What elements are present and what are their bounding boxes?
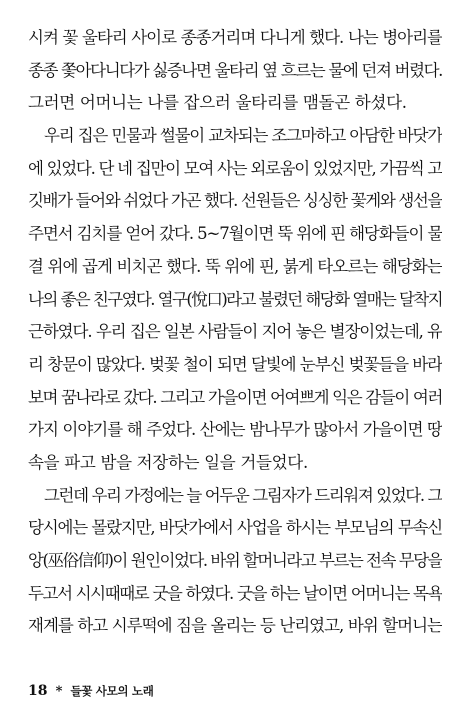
- text-line: 근하였다. 우리 집은 일본 사람들이 지어 놓은 별장이었는데, 유: [28, 322, 442, 342]
- footer-separator: *: [55, 684, 63, 699]
- text-line: 주면서 김치를 얻어 갔다. 5~7월이면 뚝 위에 핀 해당화들이 물: [28, 224, 442, 244]
- text-line: 종종 쫓아다니다가 싫증나면 울타리 옆 흐르는 물에 던져 버렸다.: [28, 60, 442, 80]
- text-line: 나의 좋은 친구였다. 열구(悅口)라고 불렸던 해당화 열매는 달착지: [28, 289, 442, 309]
- text-line: 그러면 어머니는 나를 잡으러 울타리를 맴돌곤 하셨다.: [28, 93, 407, 113]
- book-title: 들꽃 사모의 노래: [70, 684, 154, 698]
- text-line: 가지 이야기를 해 주었다. 산에는 밤나무가 많아서 가을이면 땅: [28, 420, 442, 440]
- text-line: 당시에는 몰랐지만, 바닷가에서 사업을 하시는 부모님의 무속신: [28, 518, 442, 538]
- body-text: [28, 22, 442, 643]
- text-line: 시켜 꽃 울타리 사이로 종종거리며 다니게 했다. 나는 병아리를: [28, 28, 442, 47]
- text-line: 깃배가 들어와 쉬었다 가곤 했다. 선원들은 싱싱한 꽃게와 생선을: [28, 191, 442, 211]
- text-line: 두고서 시시때때로 굿을 하였다. 굿을 하는 날이면 어머니는 목욕: [28, 583, 442, 603]
- text-line: 리 창문이 많았다. 벚꽃 철이 되면 달빛에 눈부신 벚꽃들을 바라: [28, 354, 442, 374]
- text-line: 재계를 하고 시루떡에 짐을 올리는 등 난리였고, 바위 할머니는: [28, 616, 442, 636]
- text-line: 그런데 우리 가정에는 늘 어두운 그림자가 드리워져 있었다. 그: [44, 485, 442, 505]
- text-line: 결 위에 곱게 비치곤 했다. 뚝 위에 핀, 붉게 타오르는 해당화는: [28, 256, 442, 276]
- text-line: 보며 꿈나라로 갔다. 그리고 가을이면 어여쁘게 익은 감들이 여러: [28, 387, 442, 407]
- page-footer: [28, 679, 154, 701]
- text-line: 우리 집은 민물과 썰물이 교차되는 조그마하고 아담한 바닷가: [44, 126, 442, 146]
- page-number: 18: [28, 683, 48, 699]
- text-line: 에 있었다. 단 네 집만이 모여 사는 외로움이 있었지만, 가끔씩 고: [28, 158, 442, 178]
- text-line: 속을 파고 밤을 저장하는 일을 거들었다.: [28, 452, 308, 472]
- text-line: 앙(巫俗信仰)이 원인이었다. 바위 할머니라고 부르는 전속 무당을: [28, 551, 442, 570]
